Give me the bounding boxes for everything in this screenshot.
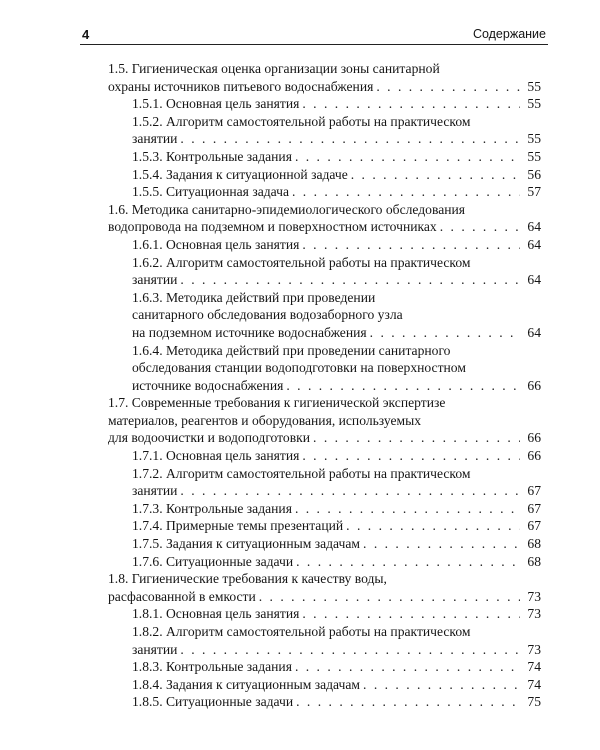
toc-line [108, 78, 541, 96]
toc-entry-text: 1.8.1. Основная цель занятия [132, 606, 300, 622]
toc-line [108, 218, 541, 236]
toc-entry-text: занятии [132, 641, 178, 657]
toc-page-number: 56 [527, 166, 541, 182]
toc-entry-text: занятии [132, 131, 178, 147]
dot-leader [440, 218, 520, 236]
dot-leader [296, 693, 520, 711]
dot-leader [259, 588, 520, 606]
dot-leader [313, 429, 520, 447]
toc-subsection [108, 500, 541, 518]
toc-entry-text: 1.5.3. Контрольные задания [132, 148, 292, 164]
toc-page-number: 73 [527, 588, 541, 604]
toc-page-number: 68 [527, 553, 541, 569]
toc-entry-text: источнике водоснабжения [132, 377, 284, 393]
toc-subsection [108, 148, 541, 166]
toc-line [108, 394, 541, 412]
toc-subsection [108, 254, 541, 289]
toc-entry-text: занятии [132, 272, 178, 288]
toc-line [108, 201, 541, 219]
toc-subsection [108, 289, 541, 342]
toc-entry-text: 1.5.5. Ситуационная задача [132, 184, 289, 200]
toc-entry-text: 1.7.3. Контрольные задания [132, 500, 292, 516]
dot-leader [363, 676, 520, 694]
toc-entry-text: 1.5.1. Основная цель занятия [132, 96, 300, 112]
toc-subsection [108, 342, 541, 395]
toc-subsection [108, 535, 541, 553]
dot-leader [296, 553, 520, 571]
toc-line [108, 641, 541, 659]
toc-entry-text: 1.8.3. Контрольные задания [132, 659, 292, 675]
running-section-title: Содержание [472, 27, 546, 41]
dot-leader [351, 166, 520, 184]
toc-entry-text: санитарного обследования водозаборного узла [132, 307, 403, 323]
toc-page-number: 66 [527, 377, 541, 393]
toc-entry-text: 1.8.4. Задания к ситуационным задачам [132, 676, 361, 692]
toc-line [108, 254, 541, 272]
toc-line [108, 535, 541, 553]
toc-line [108, 306, 541, 324]
toc-entry-text: 1.8.2. Алгоритм самостоятельной работы на практическом [132, 624, 471, 639]
dot-leader [363, 535, 520, 553]
toc-entry-text: 1.7.6. Ситуационные задачи [132, 553, 294, 569]
dot-leader [180, 130, 520, 148]
toc-subsection [108, 553, 541, 571]
dot-leader [376, 78, 520, 96]
table-of-contents [108, 60, 541, 711]
dot-leader [292, 183, 520, 201]
toc-page-number: 66 [527, 430, 541, 446]
dot-leader [295, 500, 520, 518]
toc-subsection [108, 693, 541, 711]
toc-entry-text: для водоочистки и водоподготовки [108, 430, 311, 446]
toc-entry-text: 1.7.2. Алгоритм самостоятельной работы на практическом [132, 465, 471, 481]
toc-page-number: 67 [527, 518, 541, 534]
toc-line [108, 517, 541, 535]
toc-subsection [108, 465, 541, 500]
toc-line [108, 271, 541, 289]
toc-subsection [108, 113, 541, 148]
toc-entry-text: на подземном источнике водоснабжения [132, 324, 367, 340]
toc-line [108, 113, 541, 131]
toc-line [108, 324, 541, 342]
toc-line [108, 429, 541, 447]
toc-line [108, 183, 541, 201]
toc-entry-text: 1.7.4. Примерные темы презентаций [132, 518, 344, 534]
toc-page-number: 55 [527, 131, 541, 147]
toc-line [108, 412, 541, 430]
dot-leader [370, 324, 520, 342]
toc-page-number: 67 [527, 500, 541, 516]
dot-leader [180, 641, 520, 659]
toc-line [108, 482, 541, 500]
toc-page-number: 67 [527, 483, 541, 499]
toc-line [108, 676, 541, 694]
toc-page-number: 64 [527, 219, 541, 235]
dot-leader [302, 447, 520, 465]
toc-page-number: 68 [527, 536, 541, 552]
toc-line [108, 553, 541, 571]
toc-page-number: 73 [527, 606, 541, 622]
toc-entry-text: занятии [132, 483, 178, 499]
toc-entry-text: материалов, реагентов и оборудования, используемых [108, 412, 422, 428]
dot-leader [302, 605, 520, 623]
toc-page-number: 64 [527, 272, 541, 288]
toc-line [108, 236, 541, 254]
toc-page-number: 73 [527, 641, 541, 657]
toc-line [108, 342, 541, 360]
toc-line [108, 658, 541, 676]
toc-entry-text: 1.7.5. Задания к ситуационным задачам [132, 536, 361, 552]
toc-subsection [108, 183, 541, 201]
toc-entry-text: 1.8.5. Ситуационные задачи [132, 694, 294, 710]
toc-entry-text: охраны источников питьевого водоснабжения [108, 78, 374, 94]
dot-leader [295, 148, 520, 166]
toc-line [108, 130, 541, 148]
toc-line [108, 377, 541, 395]
toc-entry-text: расфасованной в емкости [108, 588, 256, 604]
toc-line [108, 95, 541, 113]
dot-leader [302, 236, 520, 254]
toc-entry-text: обследования станции водоподготовки на поверхностном [132, 360, 466, 376]
dot-leader [180, 271, 520, 289]
toc-line [108, 289, 541, 307]
toc-page-number: 74 [527, 676, 541, 692]
toc-page-number: 75 [527, 694, 541, 710]
toc-section [108, 394, 541, 447]
toc-subsection [108, 95, 541, 113]
toc-entry-text: 1.6. Методика санитарно-эпидемиологического обследования [108, 201, 466, 217]
dot-leader [302, 95, 520, 113]
dot-leader [180, 482, 520, 500]
toc-entry-text: 1.5.4. Задания к ситуационной задаче [132, 166, 348, 182]
toc-subsection [108, 623, 541, 658]
toc-subsection [108, 447, 541, 465]
toc-subsection [108, 605, 541, 623]
toc-line [108, 60, 541, 78]
dot-leader [286, 377, 520, 395]
toc-line [108, 570, 541, 588]
toc-line [108, 166, 541, 184]
toc-line [108, 588, 541, 606]
toc-entry-text: 1.7. Современные требования к гигиенической экспертизе [108, 395, 446, 411]
toc-entry-text: 1.5.2. Алгоритм самостоятельной работы на практическом [132, 113, 471, 129]
toc-entry-text: 1.6.1. Основная цель занятия [132, 236, 300, 252]
toc-line [108, 500, 541, 518]
toc-line [108, 605, 541, 623]
toc-subsection [108, 517, 541, 535]
toc-entry-text: 1.6.4. Методика действий при проведении санитарного [132, 342, 451, 358]
toc-page-number: 66 [527, 448, 541, 464]
toc-section [108, 201, 541, 236]
toc-entry-text: 1.6.3. Методика действий при проведении [132, 289, 376, 305]
toc-page-number: 64 [527, 236, 541, 252]
toc-line [108, 359, 541, 377]
toc-line [108, 447, 541, 465]
toc-page-number: 55 [527, 148, 541, 164]
toc-subsection [108, 658, 541, 676]
toc-entry-text: 1.5. Гигиеническая оценка организации зоны санитарной [108, 61, 440, 76]
toc-line [108, 465, 541, 483]
toc-page-number: 57 [527, 184, 541, 200]
toc-line [108, 693, 541, 711]
toc-section [108, 570, 541, 605]
toc-line [108, 148, 541, 166]
toc-page-number: 55 [527, 96, 541, 112]
toc-page-number: 55 [527, 78, 541, 94]
toc-page-number: 74 [527, 659, 541, 675]
toc-entry-text: 1.7.1. Основная цель занятия [132, 448, 300, 464]
toc-entry-text: 1.8. Гигиенические требования к качеству воды, [108, 571, 387, 587]
toc-subsection [108, 236, 541, 254]
toc-line [108, 623, 541, 641]
toc-subsection [108, 676, 541, 694]
toc-section [108, 60, 541, 95]
toc-entry-text: водопровода на подземном и поверхностном источниках [108, 219, 437, 235]
dot-leader [295, 658, 520, 676]
toc-entry-text: 1.6.2. Алгоритм самостоятельной работы на практическом [132, 254, 471, 270]
running-header [80, 22, 548, 45]
toc-page-number: 64 [527, 324, 541, 340]
dot-leader [346, 517, 520, 535]
page-number: 4 [82, 27, 90, 42]
toc-subsection [108, 166, 541, 184]
